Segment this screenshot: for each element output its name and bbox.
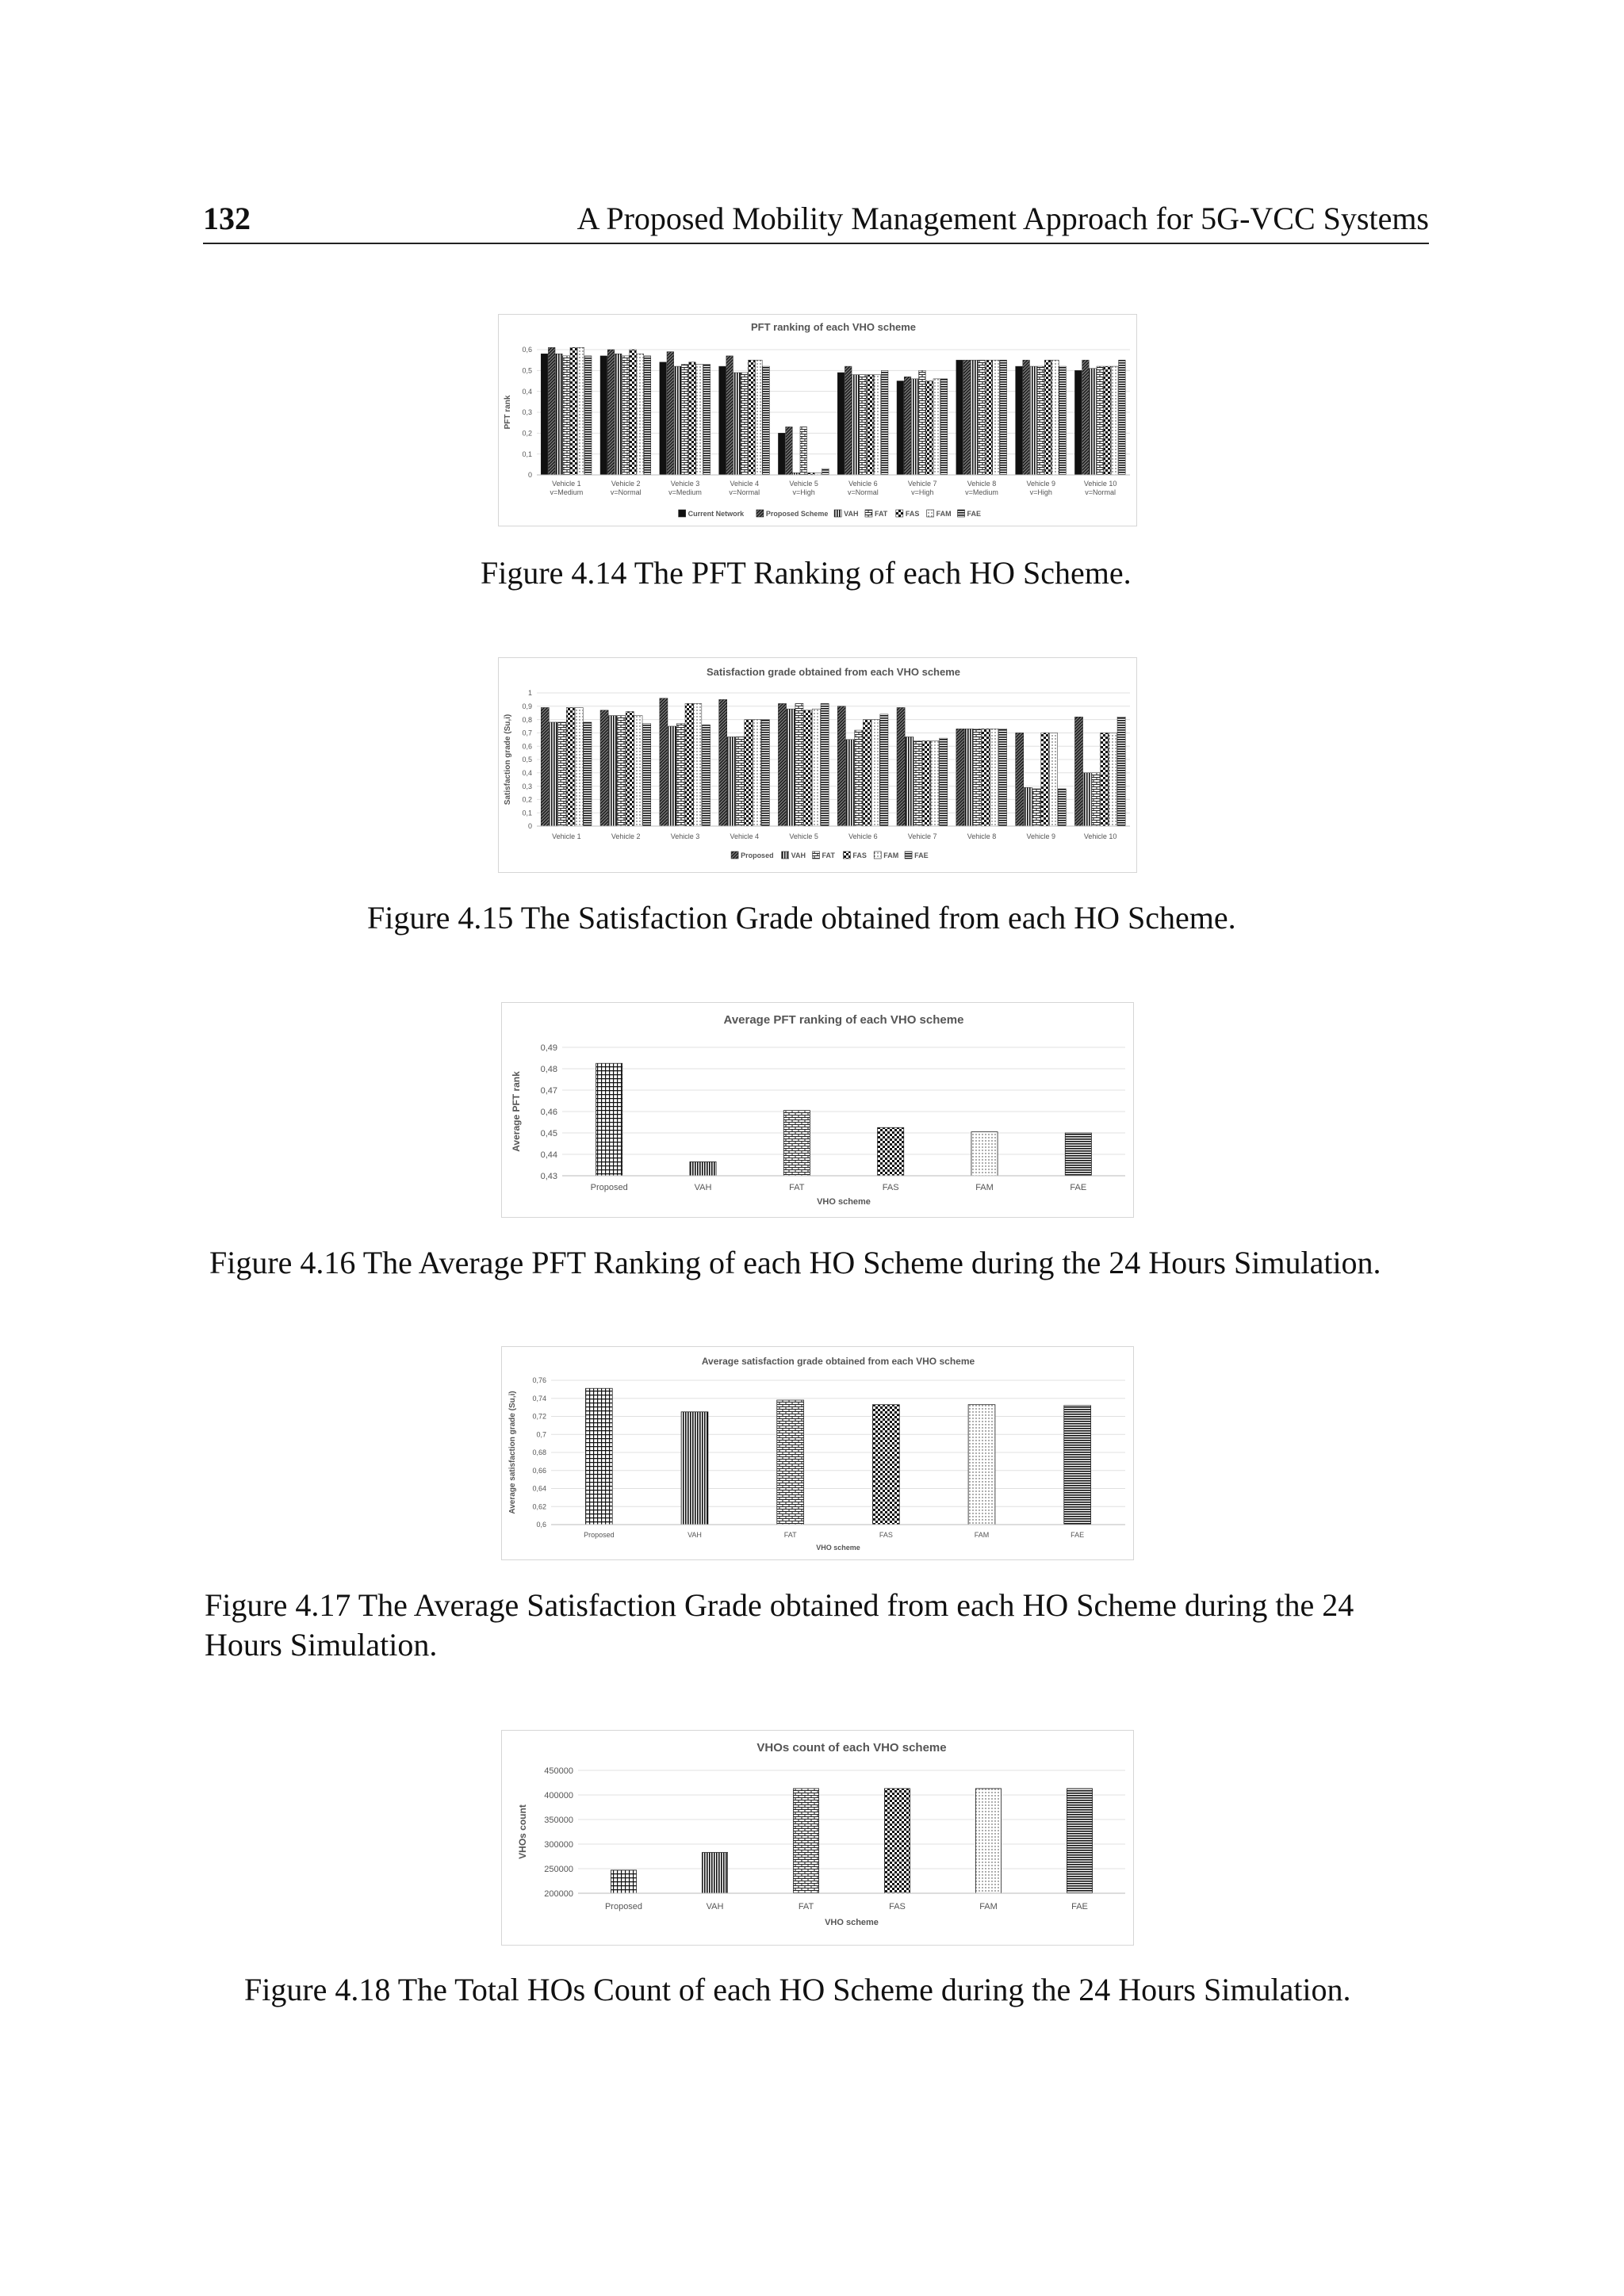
bar — [982, 729, 990, 826]
x-tick-label: Vehicle 6 — [848, 480, 878, 488]
figure-4-14-chart — [498, 314, 1137, 526]
bar — [1037, 366, 1044, 475]
bar — [777, 1400, 804, 1525]
bar — [596, 1063, 622, 1176]
y-tick-label: 0,43 — [540, 1171, 557, 1181]
y-tick-label: 0,2 — [522, 795, 532, 804]
x-tick-label: Vehicle 3 — [670, 480, 700, 488]
legend-swatch — [958, 510, 965, 517]
bar — [600, 710, 608, 826]
bar — [753, 720, 761, 826]
bar — [690, 1161, 716, 1176]
x-tick-label: FAM — [974, 1531, 990, 1539]
bar — [643, 724, 651, 826]
bar — [1119, 360, 1126, 475]
x-tick-label: FAE — [1071, 1902, 1088, 1911]
legend-swatch — [834, 510, 841, 517]
bar — [1104, 366, 1111, 475]
figure-4-18-caption: Figure 4.18 The Total HOs Count of each HO Scheme during the 24 Hours Simulation. — [244, 1972, 1351, 2007]
x-axis-label: VHO scheme — [817, 1197, 871, 1207]
y-tick-label: 0,47 — [540, 1085, 557, 1096]
legend-item: FAE — [914, 851, 929, 859]
bar — [968, 1405, 995, 1525]
bar — [971, 360, 978, 475]
y-tick-label: 1 — [527, 689, 532, 698]
bar — [956, 729, 964, 826]
bar — [965, 729, 973, 826]
y-tick-label: 0,49 — [540, 1043, 557, 1053]
legend-swatch — [731, 851, 738, 859]
x-tick-label: Vehicle 10 — [1083, 832, 1117, 840]
bar — [867, 375, 874, 475]
bar — [733, 373, 741, 475]
legend-swatch — [874, 851, 881, 859]
bar — [914, 740, 921, 826]
x-tick-label: Vehicle 5 — [789, 832, 818, 840]
bar — [897, 707, 905, 826]
bar — [922, 740, 930, 826]
legend-swatch — [782, 851, 789, 859]
bar — [696, 364, 703, 475]
bar — [931, 740, 939, 826]
bar — [566, 707, 574, 826]
bar — [978, 360, 985, 475]
legend-item: FAT — [822, 851, 835, 859]
x-tick-label: Vehicle 1 — [552, 832, 581, 840]
y-tick-label: 0,5 — [522, 756, 532, 764]
bar — [1083, 773, 1091, 826]
chart-title: Average satisfaction grade obtained from each VHO scheme — [701, 1356, 975, 1367]
bar — [600, 356, 607, 475]
bar — [786, 427, 793, 475]
bar — [660, 362, 667, 475]
x-tick-label: Vehicle 6 — [848, 832, 878, 840]
x-axis-label: VHO scheme — [825, 1918, 879, 1927]
y-tick-label: 0,44 — [540, 1150, 557, 1160]
y-tick-label: 0,66 — [532, 1466, 546, 1475]
bar — [550, 722, 557, 826]
bar — [1067, 1789, 1092, 1893]
bar — [926, 381, 933, 476]
y-tick-label: 0,76 — [532, 1376, 546, 1385]
y-tick-label: 450000 — [544, 1766, 573, 1776]
x-tick-label: Vehicle 3 — [670, 832, 700, 840]
bar — [681, 1412, 708, 1525]
y-tick-label: 0,74 — [532, 1394, 546, 1402]
bar — [563, 356, 570, 475]
y-tick-label: 0,1 — [522, 809, 532, 817]
bar — [821, 703, 829, 826]
y-tick-label: 0,3 — [522, 782, 532, 790]
y-axis-label: Average PFT rank — [511, 1071, 522, 1152]
bar — [556, 354, 563, 475]
x-axis-label: VHO scheme — [816, 1544, 860, 1552]
bar — [1058, 789, 1066, 826]
y-tick-label: 0,9 — [522, 702, 532, 710]
bar — [607, 350, 615, 475]
x-tick-label: v=High — [1029, 488, 1052, 496]
bar — [878, 1127, 904, 1176]
legend-item: VAH — [791, 851, 806, 859]
bar — [874, 375, 881, 475]
y-tick-label: 0,48 — [540, 1064, 557, 1074]
y-tick-label: 0 — [527, 471, 532, 480]
x-tick-label: Proposed — [584, 1531, 615, 1539]
y-tick-label: 0,3 — [522, 408, 532, 417]
y-tick-label: 0,5 — [522, 366, 532, 375]
legend-item: FAE — [967, 510, 982, 518]
bar — [793, 1789, 818, 1893]
figure-4-17-caption: Figure 4.17 The Average Satisfaction Grade obtained from each HO Scheme during the 24 Hours Simulation. — [205, 1587, 1354, 1663]
x-tick-label: v=Medium — [668, 488, 702, 496]
bar — [846, 740, 854, 826]
bar — [800, 427, 807, 475]
bar — [852, 375, 860, 475]
page-number: 132 — [203, 201, 251, 236]
bar — [919, 370, 926, 475]
chart-title: VHOs count of each VHO scheme — [756, 1741, 947, 1755]
bar — [940, 738, 948, 826]
bar — [1000, 360, 1007, 475]
y-tick-label: 0,6 — [522, 742, 532, 751]
bar — [804, 710, 812, 826]
x-tick-label: Vehicle 9 — [1026, 480, 1056, 488]
average-satisfaction-chart — [502, 1347, 1133, 1559]
bar — [626, 712, 634, 826]
bar — [1016, 366, 1023, 475]
bar — [855, 730, 863, 826]
y-tick-label: 350000 — [544, 1815, 573, 1825]
y-tick-label: 0,64 — [532, 1484, 546, 1493]
running-title: A Proposed Mobility Management Approach for 5G-VCC Systems — [576, 201, 1429, 236]
bar — [667, 352, 674, 475]
x-tick-label: Vehicle 5 — [789, 480, 818, 488]
bar — [1044, 360, 1051, 475]
bar — [681, 364, 688, 475]
x-tick-label: v=Normal — [848, 488, 879, 496]
x-tick-label: Vehicle 10 — [1083, 480, 1117, 488]
figure-4-17-chart — [501, 1346, 1134, 1560]
bar — [963, 360, 971, 475]
bar — [741, 373, 748, 475]
bar — [763, 366, 770, 475]
chart-title: Average PFT ranking of each VHO scheme — [723, 1013, 964, 1027]
bar — [795, 703, 803, 826]
bar — [787, 709, 795, 826]
bar — [1117, 717, 1125, 826]
x-tick-label: Vehicle 7 — [907, 832, 937, 840]
x-tick-label: FAS — [882, 1183, 899, 1192]
x-tick-label: v=High — [911, 488, 934, 496]
bar — [1032, 789, 1040, 826]
y-tick-label: 400000 — [544, 1790, 573, 1800]
bar — [584, 722, 592, 826]
bar — [940, 379, 948, 475]
bar — [778, 703, 786, 826]
y-tick-label: 0,1 — [522, 450, 532, 458]
bar — [1052, 360, 1059, 475]
legend-swatch — [927, 510, 934, 517]
legend-item: FAT — [874, 510, 888, 518]
legend-item: FAS — [905, 510, 920, 518]
bar — [761, 720, 769, 826]
bar — [881, 370, 888, 475]
bar — [685, 703, 693, 826]
bar — [558, 722, 566, 826]
y-tick-label: 0,6 — [536, 1521, 546, 1529]
bar — [1074, 370, 1082, 475]
x-tick-label: FAS — [889, 1902, 906, 1911]
legend-item: Proposed Scheme — [765, 510, 829, 518]
x-tick-label: Vehicle 9 — [1026, 832, 1056, 840]
x-tick-label: FAT — [783, 1531, 797, 1539]
x-tick-label: Vehicle 8 — [967, 832, 997, 840]
bar — [1016, 733, 1024, 826]
legend-swatch — [843, 851, 850, 859]
bar — [630, 350, 637, 475]
bar — [1111, 366, 1118, 475]
average-pft-chart — [502, 1003, 1133, 1217]
bar — [736, 737, 744, 826]
x-tick-label: Vehicle 8 — [967, 480, 997, 488]
figure-4-16-caption: Figure 4.16 The Average PFT Ranking of each HO Scheme during the 24 Hours Simulation. — [209, 1245, 1381, 1280]
bar — [1024, 787, 1032, 826]
bar — [1109, 733, 1116, 826]
bar — [837, 706, 845, 826]
bar — [911, 379, 918, 475]
y-axis-label: Average satisfaction grade (Su,i) — [508, 1391, 517, 1514]
bar — [783, 1111, 810, 1176]
legend-item: Proposed — [741, 851, 774, 859]
y-tick-label: 0,72 — [532, 1412, 546, 1421]
x-tick-label: FAT — [789, 1183, 805, 1192]
x-tick-label: FAT — [798, 1902, 814, 1911]
x-tick-label: Vehicle 4 — [730, 832, 760, 840]
bar — [694, 703, 702, 826]
bar — [1074, 717, 1082, 826]
figure-4-15-caption: Figure 4.15 The Satisfaction Grade obtained from each HO Scheme. — [367, 900, 1236, 936]
bar — [644, 356, 651, 475]
x-tick-label: v=High — [792, 488, 815, 496]
y-axis-label: PFT rank — [504, 395, 512, 430]
bar — [880, 714, 888, 826]
bar — [703, 364, 710, 475]
y-tick-label: 0,7 — [536, 1430, 546, 1439]
bar — [584, 356, 592, 475]
bar — [756, 360, 763, 475]
bar — [1059, 366, 1067, 475]
x-tick-label: v=Medium — [965, 488, 998, 496]
chart-title: PFT ranking of each VHO scheme — [750, 321, 917, 333]
bar — [837, 373, 845, 475]
bar — [986, 360, 993, 475]
bar — [971, 1132, 998, 1176]
legend-item: FAM — [936, 510, 952, 518]
bar — [1082, 360, 1090, 475]
bar — [998, 729, 1006, 826]
y-tick-label: 0,4 — [522, 387, 532, 396]
figure-4-15-chart — [498, 657, 1137, 873]
legend-swatch — [905, 851, 912, 859]
legend-swatch — [679, 510, 686, 517]
y-tick-label: 200000 — [544, 1888, 573, 1899]
x-tick-label: VAH — [688, 1531, 702, 1539]
x-tick-label: Vehicle 4 — [730, 480, 760, 488]
figure-4-18-chart — [501, 1730, 1134, 1946]
bar — [778, 433, 785, 475]
y-tick-label: 0,6 — [522, 346, 532, 354]
bar — [933, 379, 940, 475]
legend-swatch — [865, 510, 872, 517]
bar — [812, 709, 820, 826]
legend-item: FAM — [883, 851, 899, 859]
y-tick-label: 300000 — [544, 1839, 573, 1850]
bar — [906, 737, 914, 826]
legend-item: VAH — [844, 510, 859, 518]
y-axis-label: Satisfaction grade (Su,i) — [504, 714, 512, 806]
bar — [719, 699, 727, 826]
bar — [622, 356, 630, 475]
bar — [1041, 733, 1049, 826]
y-tick-label: 0,62 — [532, 1502, 546, 1511]
x-tick-label: FAE — [1071, 1531, 1085, 1539]
y-tick-label: 0,2 — [522, 429, 532, 438]
bar — [719, 366, 726, 475]
bar — [845, 366, 852, 475]
x-tick-label: FAS — [879, 1531, 893, 1539]
bar — [727, 737, 735, 826]
y-tick-label: 0,4 — [522, 768, 532, 777]
vhos-count-chart — [502, 1731, 1133, 1945]
bar — [570, 347, 577, 475]
bar — [863, 720, 871, 826]
bar — [871, 720, 879, 826]
bar — [993, 360, 1000, 475]
bar — [702, 725, 710, 826]
bar — [745, 720, 753, 826]
bar — [956, 360, 963, 475]
bar — [1050, 733, 1058, 826]
y-tick-label: 0,8 — [522, 715, 532, 724]
bar — [975, 1789, 1001, 1893]
bar — [548, 347, 555, 475]
x-tick-label: Vehicle 2 — [611, 480, 641, 488]
legend-item: FAS — [852, 851, 867, 859]
y-tick-label: 250000 — [544, 1864, 573, 1874]
bar — [575, 707, 583, 826]
bar — [872, 1405, 899, 1525]
x-tick-label: Vehicle 7 — [907, 480, 937, 488]
y-tick-label: 0,7 — [522, 729, 532, 737]
legend-swatch — [896, 510, 903, 517]
x-tick-label: FAM — [979, 1902, 998, 1911]
x-tick-label: FAE — [1070, 1183, 1087, 1192]
figure-4-16-chart — [501, 1002, 1134, 1218]
legend-item: Current Network — [688, 510, 745, 518]
x-tick-label: VAH — [706, 1902, 724, 1911]
figure-4-14-caption: Figure 4.14 The PFT Ranking of each HO Scheme. — [481, 555, 1132, 591]
bar — [748, 360, 755, 475]
bar — [1065, 1133, 1091, 1176]
x-tick-label: v=Medium — [550, 488, 584, 496]
bar — [1030, 366, 1037, 475]
y-tick-label: 0 — [527, 822, 532, 831]
bar — [884, 1789, 910, 1893]
bar — [1101, 733, 1109, 826]
satisfaction-grade-chart — [499, 658, 1136, 872]
x-tick-label: Vehicle 1 — [552, 480, 581, 488]
x-tick-label: Proposed — [590, 1183, 628, 1192]
bar — [541, 354, 548, 475]
bar — [611, 1870, 636, 1893]
bar — [615, 354, 622, 475]
bar — [637, 354, 644, 475]
running-header — [203, 197, 1429, 244]
x-tick-label: v=Normal — [729, 488, 760, 496]
pft-ranking-chart — [499, 315, 1136, 526]
x-tick-label: VAH — [694, 1183, 712, 1192]
y-tick-label: 0,68 — [532, 1448, 546, 1457]
x-tick-label: Vehicle 2 — [611, 832, 641, 840]
bar — [609, 716, 617, 826]
y-axis-label: VHOs count — [517, 1804, 528, 1859]
bar — [1097, 366, 1104, 475]
y-tick-label: 0,46 — [540, 1107, 557, 1117]
bar — [860, 375, 867, 475]
bar — [676, 724, 684, 826]
bar — [702, 1853, 727, 1893]
bar — [897, 381, 904, 476]
x-tick-label: v=Normal — [610, 488, 642, 496]
x-tick-label: v=Normal — [1085, 488, 1116, 496]
bar — [973, 729, 981, 826]
bar — [668, 726, 676, 826]
bar — [660, 698, 668, 826]
bar — [617, 716, 625, 826]
bar — [541, 707, 549, 826]
bar — [726, 356, 733, 475]
bar — [1092, 773, 1100, 826]
bar — [1023, 360, 1030, 475]
bar — [1064, 1406, 1091, 1525]
bar — [689, 362, 696, 475]
y-tick-label: 0,45 — [540, 1128, 557, 1138]
x-tick-label: Proposed — [604, 1902, 643, 1911]
bar — [585, 1388, 612, 1525]
legend-swatch — [756, 510, 764, 517]
bar — [577, 347, 584, 475]
bar — [1090, 369, 1097, 475]
chart-title: Satisfaction grade obtained from each VHO scheme — [706, 666, 961, 678]
bar — [904, 377, 911, 475]
bar — [634, 716, 642, 826]
x-tick-label: FAM — [975, 1183, 994, 1192]
bar — [674, 366, 681, 475]
legend-swatch — [813, 851, 820, 859]
bar — [990, 729, 998, 826]
bar — [822, 469, 829, 475]
